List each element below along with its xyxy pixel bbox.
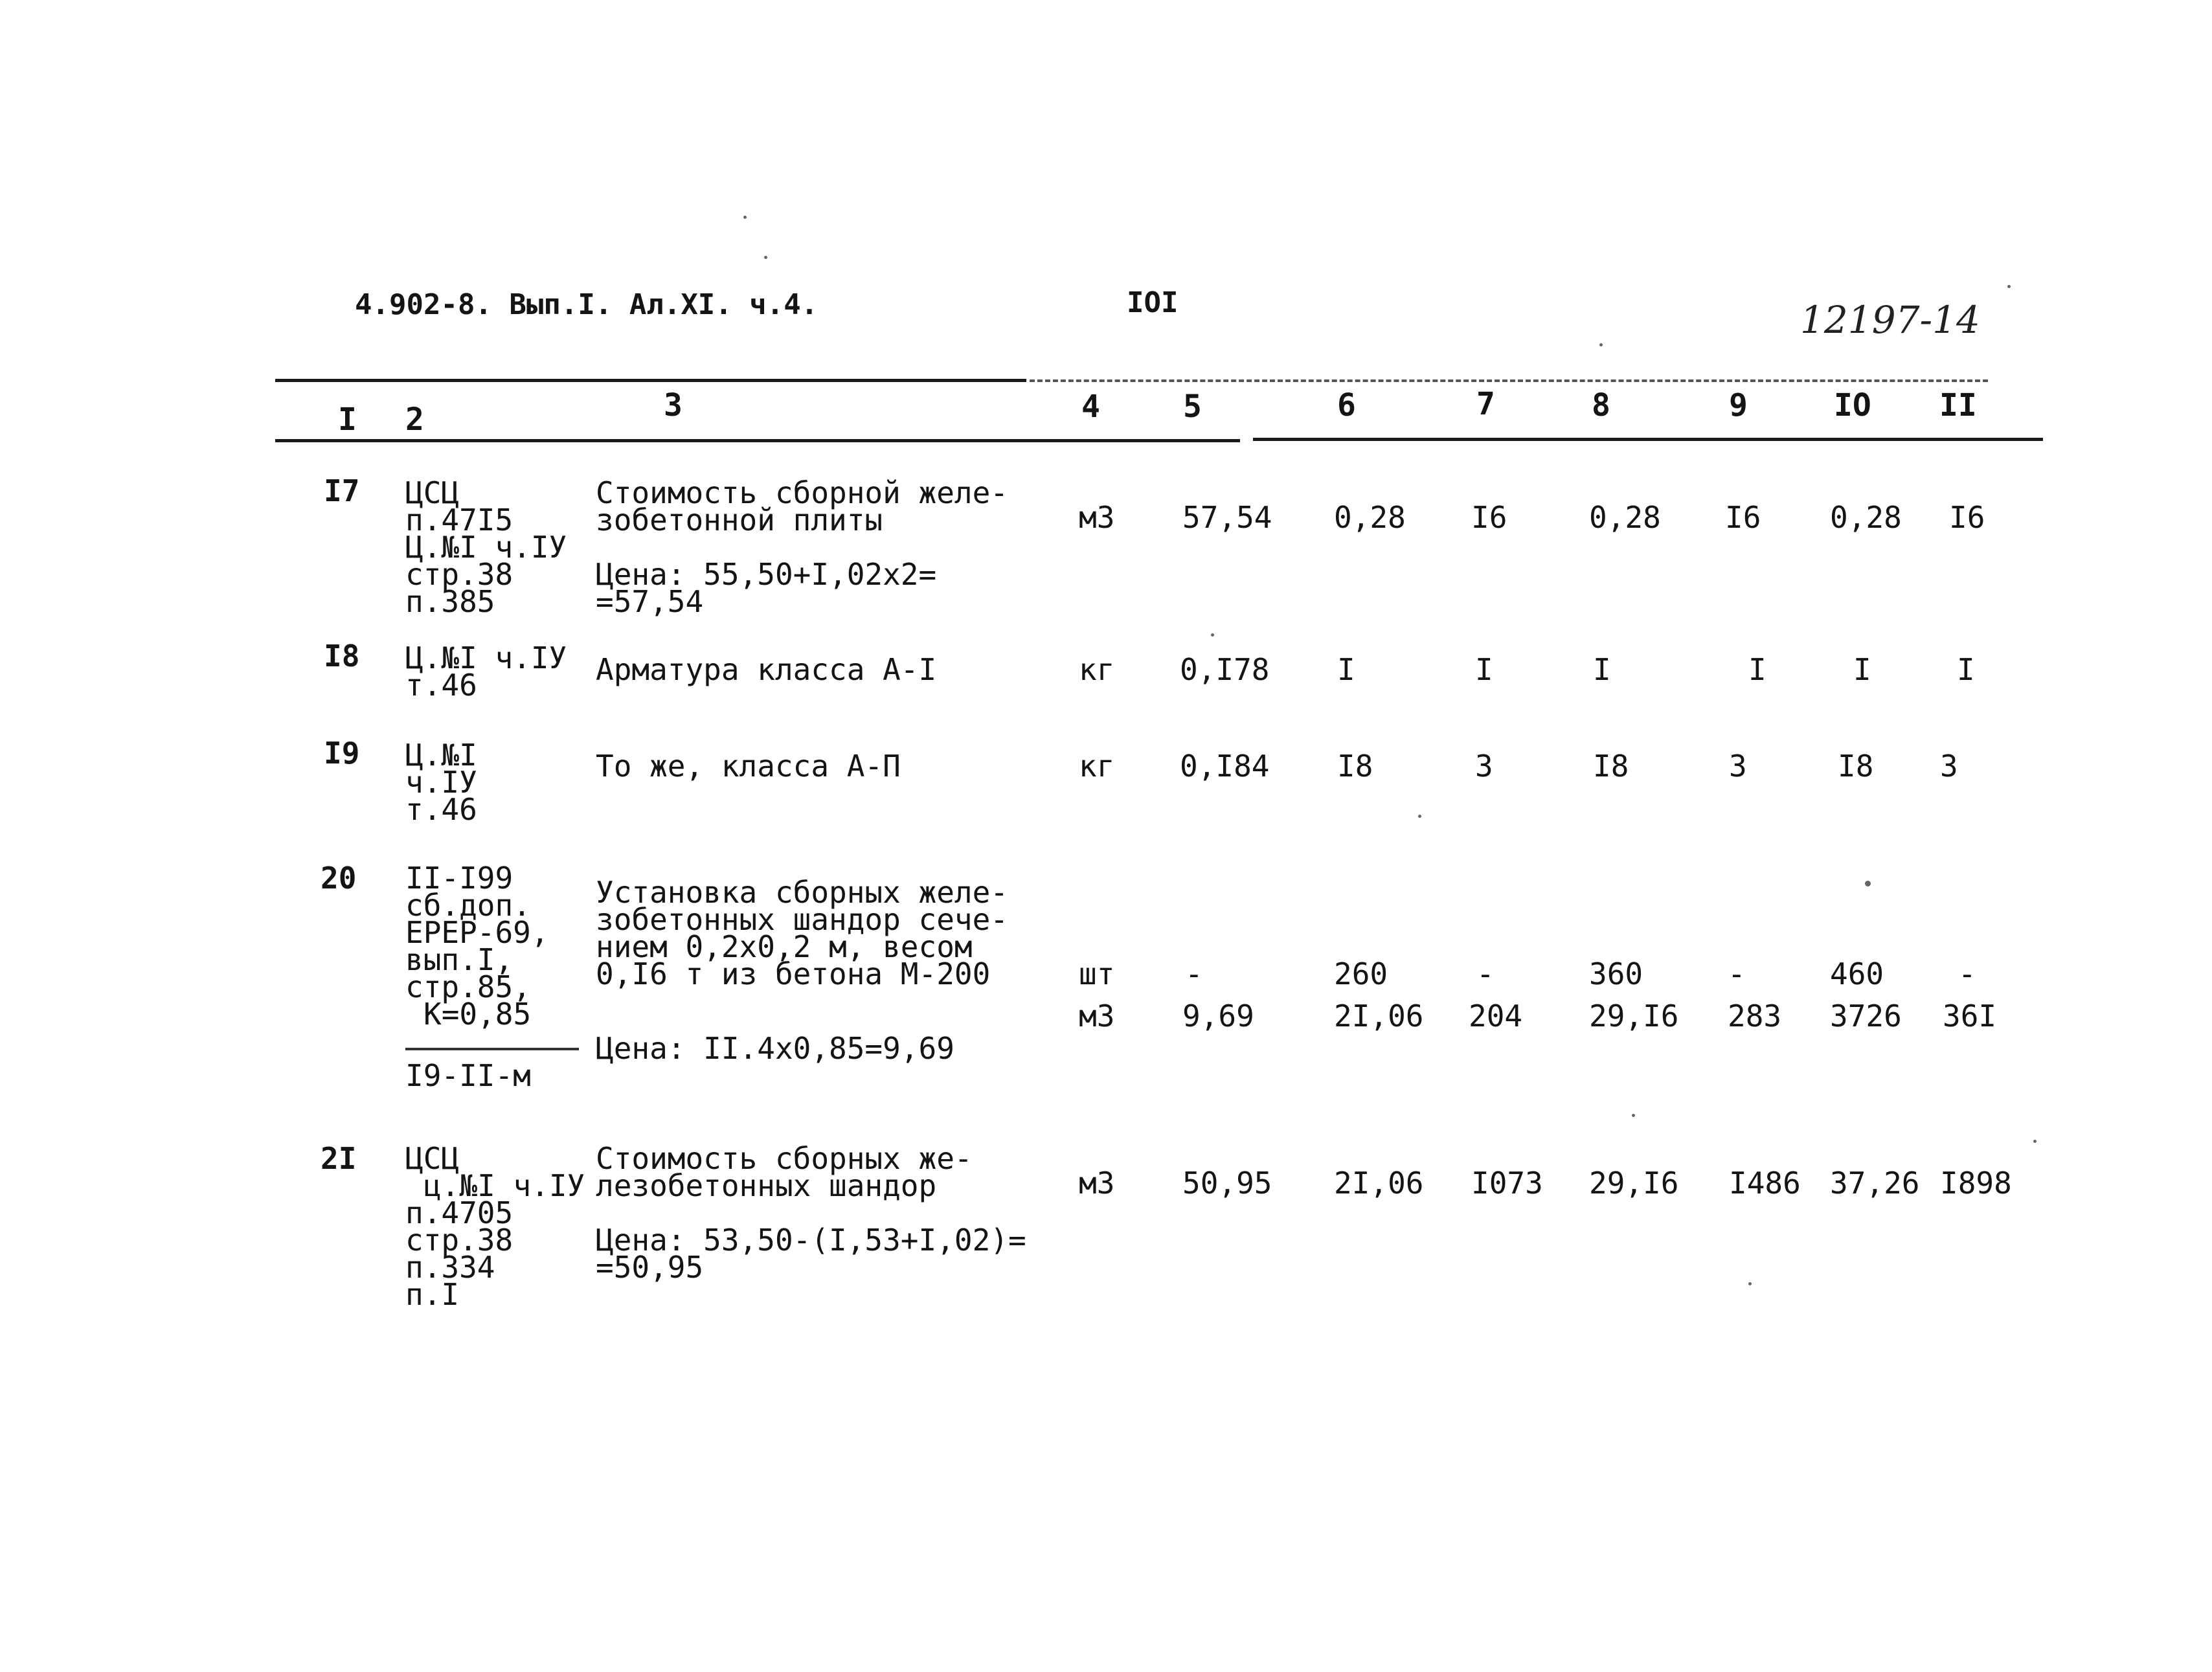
code-below-divider: I9-II-м	[405, 1058, 531, 1093]
value-col-6: 260	[1334, 956, 1388, 991]
value-col-6: I	[1337, 652, 1355, 687]
col-header-9: 9	[1729, 387, 1748, 424]
unit-cell: кг	[1079, 749, 1115, 784]
scan-speck	[743, 216, 747, 219]
value-col-5: 57,54	[1182, 500, 1272, 535]
value-col-8: I8	[1593, 749, 1629, 784]
value-col-9: 283	[1728, 999, 1782, 1034]
scan-speck	[764, 256, 767, 259]
value-col-11: I	[1957, 652, 1975, 687]
scan-speck	[2033, 1140, 2037, 1143]
scan-speck	[1865, 881, 1871, 887]
col-header-8: 8	[1592, 387, 1610, 424]
scan-speck	[1211, 633, 1214, 637]
value-col-8: 29,I6	[1589, 1166, 1679, 1201]
description-cell: Стоимость сборных же- лезобетонных шандор Цена: 53,50-(I,53+I,02)= =50,95	[596, 1141, 1026, 1285]
value-col-7: I	[1475, 652, 1493, 687]
value-col-7: I073	[1471, 1166, 1543, 1201]
value-col-7: -	[1476, 956, 1495, 991]
price-cell: Цена: II.4x0,85=9,69	[596, 1031, 954, 1066]
description-cell: То же, класса А-П	[596, 749, 901, 784]
value-col-6: I8	[1337, 749, 1373, 784]
value-col-5: 50,95	[1182, 1166, 1272, 1201]
col-header-1: I	[338, 401, 357, 438]
top-rule-dashed	[1030, 379, 1988, 382]
header-bottom-rule-right	[1253, 438, 2043, 441]
value-col-8: I	[1593, 652, 1611, 687]
row-number: I7	[324, 473, 360, 508]
handwritten-number: 12197-14	[1800, 298, 1980, 342]
scan-speck	[1418, 815, 1421, 818]
value-col-6: 2I,06	[1334, 1166, 1424, 1201]
value-col-5: 0,I84	[1180, 749, 1270, 784]
value-col-9: -	[1728, 956, 1746, 991]
value-col-10: 37,26	[1830, 1166, 1920, 1201]
scan-speck	[1632, 1114, 1635, 1117]
value-col-6: 2I,06	[1334, 999, 1424, 1034]
top-rule	[275, 379, 1026, 382]
scan-speck	[2007, 285, 2011, 288]
unit-cell: кг	[1079, 652, 1115, 687]
value-col-8: 29,I6	[1589, 999, 1679, 1034]
col-header-3: 3	[664, 387, 683, 424]
value-col-8: 0,28	[1589, 500, 1661, 535]
code-cell: ЦСЦ п.47I5 Ц.№I ч.IУ стр.38 п.385	[405, 475, 567, 619]
value-col-5: 0,I78	[1180, 652, 1270, 687]
scan-speck	[1599, 343, 1603, 346]
col-header-2: 2	[405, 401, 424, 438]
value-col-11: I898	[1940, 1166, 2012, 1201]
code-cell: Ц.№I ч.IУ т.46	[405, 640, 567, 703]
page-number: IOI	[1127, 286, 1179, 319]
value-col-8: 360	[1589, 956, 1643, 991]
code-divider	[405, 1048, 579, 1050]
value-col-10: 3726	[1830, 999, 1902, 1034]
value-col-10: I8	[1838, 749, 1874, 784]
description-cell: Стоимость сборной желе- зобетонной плиты Цена: 55,50+I,02x2= =57,54	[596, 475, 1008, 619]
header-bottom-rule	[275, 439, 1240, 442]
col-header-11: II	[1939, 387, 1977, 424]
col-header-4: 4	[1081, 389, 1100, 425]
value-col-9: I	[1748, 652, 1766, 687]
value-col-11: -	[1958, 956, 1976, 991]
unit-cell: м3	[1079, 1166, 1115, 1201]
row-number: I8	[324, 638, 360, 673]
code-cell: Ц.№I ч.IУ т.46	[405, 738, 477, 827]
col-header-10: IO	[1834, 387, 1871, 424]
code-cell: ЦСЦ ц.№I ч.IУ п.4705 стр.38 п.334 п.I	[405, 1141, 585, 1312]
value-col-10: 460	[1830, 956, 1884, 991]
row-number: 20	[321, 861, 357, 896]
value-col-6: 0,28	[1334, 500, 1406, 535]
value-col-7: I6	[1471, 500, 1507, 535]
value-col-9: I486	[1729, 1166, 1801, 1201]
value-col-5: 9,69	[1182, 999, 1254, 1034]
value-col-10: 0,28	[1830, 500, 1902, 535]
row-number: I9	[324, 736, 360, 771]
value-col-7: 3	[1475, 749, 1493, 784]
unit-cell: м3	[1079, 500, 1115, 535]
value-col-9: I6	[1725, 500, 1761, 535]
value-col-10: I	[1853, 652, 1871, 687]
scan-speck	[1748, 1282, 1752, 1285]
value-col-5: -	[1185, 956, 1203, 991]
description-cell: Арматура класса А-I	[596, 652, 937, 687]
value-col-11: 36I	[1943, 999, 1997, 1034]
row-number: 2I	[321, 1141, 357, 1176]
value-col-11: I6	[1949, 500, 1985, 535]
document-reference: 4.902-8. Вып.I. Ал.XI. ч.4.	[355, 288, 818, 321]
unit-cell: м3	[1079, 999, 1115, 1034]
col-header-6: 6	[1337, 387, 1356, 424]
code-cell: II-I99 сб.доп. ЕРЕР-69, вып.I, стр.85, К=0,85	[405, 861, 549, 1032]
value-col-9: 3	[1729, 749, 1747, 784]
value-col-11: 3	[1940, 749, 1958, 784]
col-header-5: 5	[1183, 389, 1202, 425]
unit-cell: шт	[1079, 956, 1115, 991]
description-cell: Установка сборных желе- зобетонных шандор сече- нием 0,2x0,2 м, весом 0,I6 т из бетона М-200	[596, 875, 1008, 991]
value-col-7: 204	[1469, 999, 1523, 1034]
col-header-7: 7	[1476, 386, 1495, 422]
